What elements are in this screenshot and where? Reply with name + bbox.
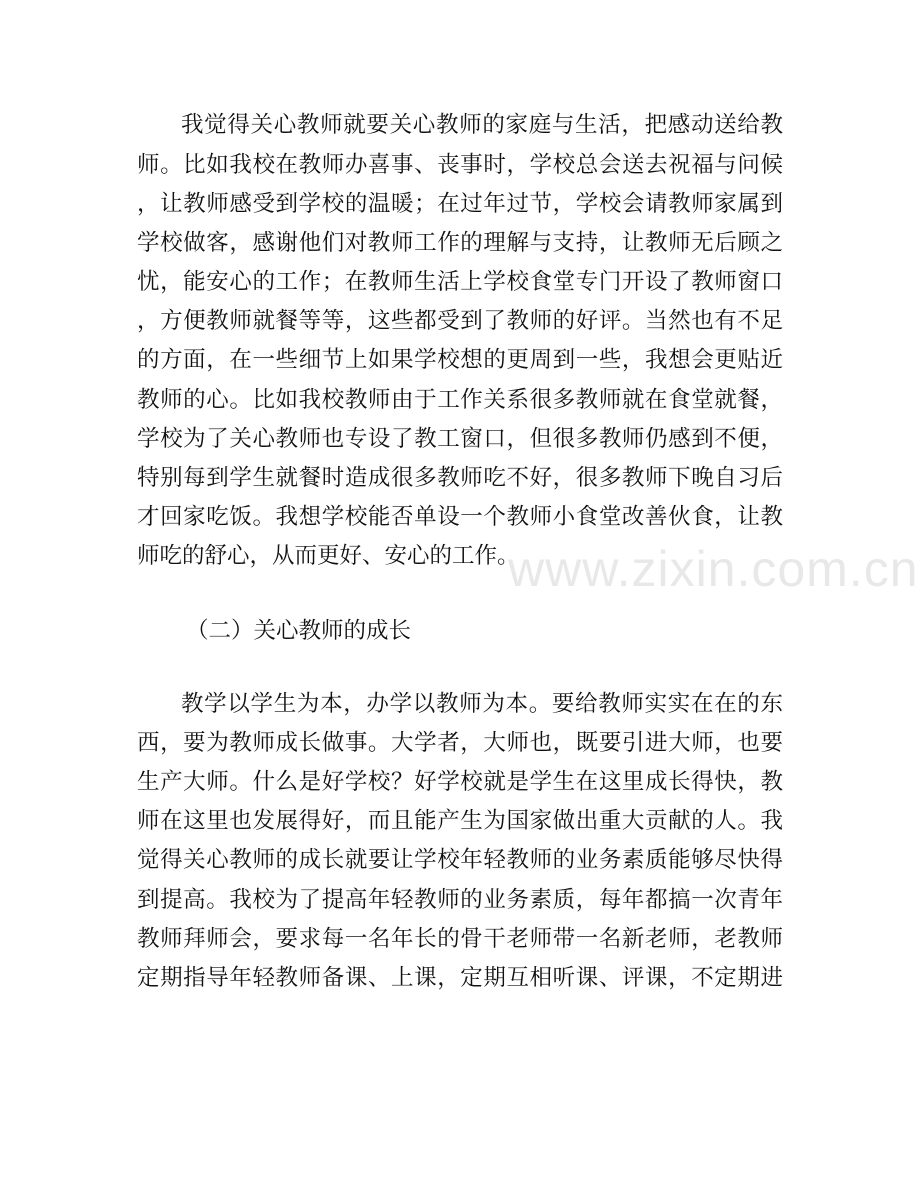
text-line: 定期指导年轻教师备课、上课，定期互相听课、评课，不定期进 — [137, 965, 783, 991]
text-line: 师。比如我校在教师办喜事、丧事时，学校总会送去祝福与问候 — [137, 152, 783, 178]
text-line: 西，要为教师成长做事。大学者，大师也，既要引进大师，也要 — [137, 730, 783, 756]
text-line: 才回家吃饭。我想学校能否单设一个教师小食堂改善伙食，让教 — [137, 504, 783, 530]
text-line: 忧，能安心的工作；在教师生活上学校食堂专门开设了教师窗口 — [137, 269, 783, 295]
text-line: 我觉得关心教师就要关心教师的家庭与生活，把感动送给教 — [181, 112, 783, 138]
text-line: 教学以学生为本，办学以教师为本。要给教师实实在在的东 — [181, 691, 783, 717]
section-heading: （二）关心教师的成长 — [186, 618, 412, 644]
text-line: 师吃的舒心，从而更好、安心的工作。 — [137, 543, 520, 569]
text-line: ，方便教师就餐等等，这些都受到了教师的好评。当然也有不足 — [137, 308, 783, 334]
text-line: 生产大师。什么是好学校？好学校就是学生在这里成长得快，教 — [137, 769, 783, 795]
text-line: ，让教师感受到学校的温暖；在过年过节，学校会请教师家属到 — [137, 191, 783, 217]
text-line: 觉得关心教师的成长就要让学校年轻教师的业务素质能够尽快得 — [137, 847, 783, 873]
text-line: 特别每到学生就餐时造成很多教师吃不好，很多教师下晚自习后 — [137, 465, 783, 491]
text-line: 学校做客，感谢他们对教师工作的理解与支持，让教师无后顾之 — [137, 230, 783, 256]
text-line: 师在这里也发展得好，而且能产生为国家做出重大贡献的人。我 — [137, 808, 783, 834]
text-line: 的方面，在一些细节上如果学校想的更周到一些，我想会更贴近 — [137, 347, 783, 373]
text-line: 教师拜师会，要求每一名年长的骨干老师带一名新老师，老教师 — [137, 926, 783, 952]
watermark: www.zixin.com.cn — [508, 541, 919, 597]
text-line: 到提高。我校为了提高年轻教师的业务素质，每年都搞一次青年 — [137, 887, 783, 913]
text-line: 教师的心。比如我校教师由于工作关系很多教师就在食堂就餐， — [137, 387, 783, 413]
text-line: 学校为了关心教师也专设了教工窗口，但很多教师仍感到不便， — [137, 426, 783, 452]
